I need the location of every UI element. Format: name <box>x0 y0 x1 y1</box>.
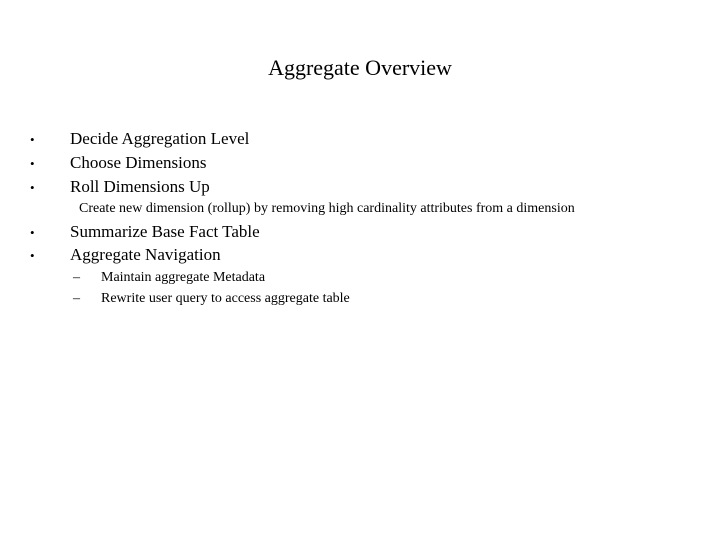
bullet-icon: • <box>30 225 35 240</box>
bullet-item-decide-aggregation-level <box>30 129 249 150</box>
bullet-icon: • <box>30 132 35 147</box>
bullet-item-aggregate-navigation <box>30 245 221 266</box>
bullet-text: Choose Dimensions <box>70 153 207 172</box>
bullet-icon: • <box>30 248 35 263</box>
bullet-icon: • <box>30 180 35 195</box>
dash-icon: – <box>73 270 80 285</box>
bullet-text: Summarize Base Fact Table <box>70 222 260 241</box>
bullet-item-summarize-base-fact-table <box>30 222 260 243</box>
dash-icon: – <box>73 291 80 306</box>
slide-title: Aggregate Overview <box>268 55 452 80</box>
bullet-item-choose-dimensions <box>30 153 206 174</box>
bullet-text: Aggregate Navigation <box>70 245 221 264</box>
sub-item-maintain-aggregate-metadata <box>73 269 265 287</box>
sub-item-text: Maintain aggregate Metadata <box>101 270 266 285</box>
bullet-text: Decide Aggregation Level <box>70 129 250 148</box>
bullet-icon: • <box>30 156 35 171</box>
sub-item-text: Rewrite user query to access aggregate table <box>101 291 350 306</box>
sub-item-rewrite-user-query <box>73 290 350 308</box>
roll-up-note: Create new dimension (rollup) by removing high cardinality attributes from a dimension <box>79 201 575 216</box>
bullet-item-roll-dimensions-up <box>30 177 210 198</box>
bullet-text: Roll Dimensions Up <box>70 177 210 196</box>
